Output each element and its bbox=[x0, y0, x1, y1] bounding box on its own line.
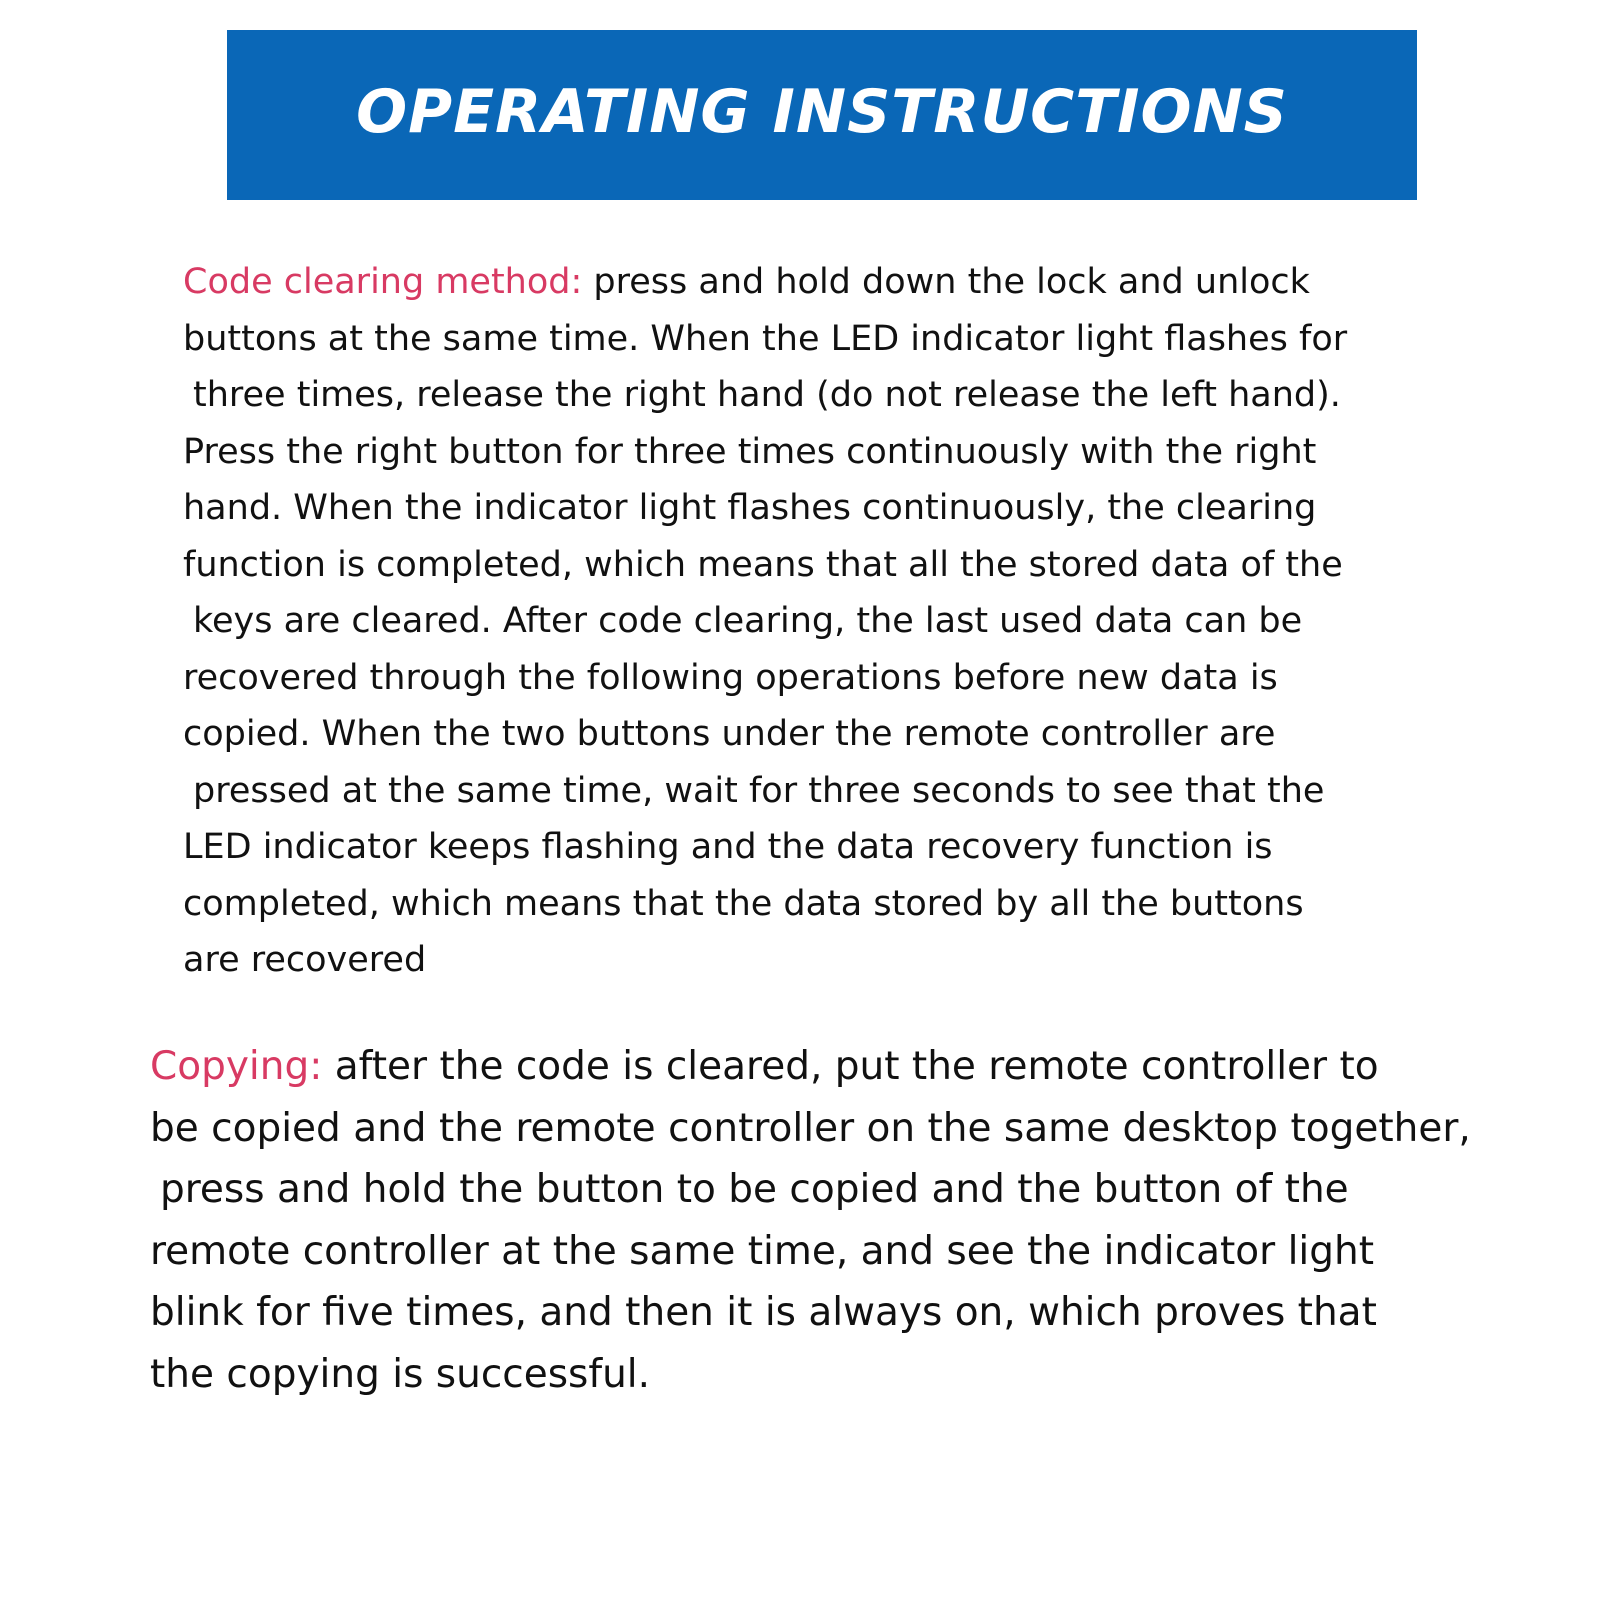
paragraph-line: three times, release the right hand (do not release the left hand). bbox=[193, 375, 1341, 415]
paragraph-line: blink for five times, and then it is always on, which proves that bbox=[150, 1290, 1377, 1335]
paragraph-line: keys are cleared. After code clearing, the last used data can be bbox=[193, 601, 1303, 641]
paragraph-text: after the code is cleared, put the remote controller to bbox=[322, 1044, 1379, 1089]
paragraph-line: hand. When the indicator light flashes continuously, the clearing bbox=[183, 488, 1317, 528]
paragraph-line: recovered through the following operations before new data is bbox=[183, 657, 1278, 698]
paragraph-line: copied. When the two buttons under the remote controller are bbox=[183, 714, 1276, 754]
paragraph-line: completed, which means that the data stored by all the buttons bbox=[183, 883, 1304, 924]
code-clearing-section bbox=[183, 254, 1347, 989]
paragraph-line: pressed at the same time, wait for three seconds to see that the bbox=[193, 770, 1325, 811]
paragraph-line: function is completed, which means that all the stored data of the bbox=[183, 544, 1343, 585]
paragraph-line bbox=[183, 254, 1347, 311]
paragraph-line: be copied and the remote controller on the same desktop together, bbox=[150, 1105, 1471, 1151]
paragraph-text: press and hold down the lock and unlock bbox=[582, 262, 1310, 302]
page-title: OPERATING INSTRUCTIONS bbox=[356, 77, 1288, 147]
title-banner bbox=[227, 30, 1417, 200]
paragraph-line: remote controller at the same time, and see the indicator light bbox=[150, 1228, 1375, 1274]
paragraph-line: buttons at the same time. When the LED indicator light flashes for bbox=[183, 318, 1348, 359]
paragraph-line bbox=[150, 1036, 1471, 1098]
paragraph-line: Press the right button for three times continuously with the right bbox=[183, 431, 1317, 472]
copying-section bbox=[150, 1036, 1471, 1405]
copying-label: Copying: bbox=[150, 1044, 323, 1089]
paragraph-line: the copying is successful. bbox=[150, 1351, 651, 1397]
paragraph-line: LED indicator keeps flashing and the data recovery function is bbox=[183, 827, 1273, 867]
paragraph-line: press and hold the button to be copied and the button of the bbox=[160, 1167, 1349, 1212]
code-clearing-label: Code clearing method: bbox=[183, 262, 583, 302]
paragraph-line: are recovered bbox=[183, 940, 427, 980]
